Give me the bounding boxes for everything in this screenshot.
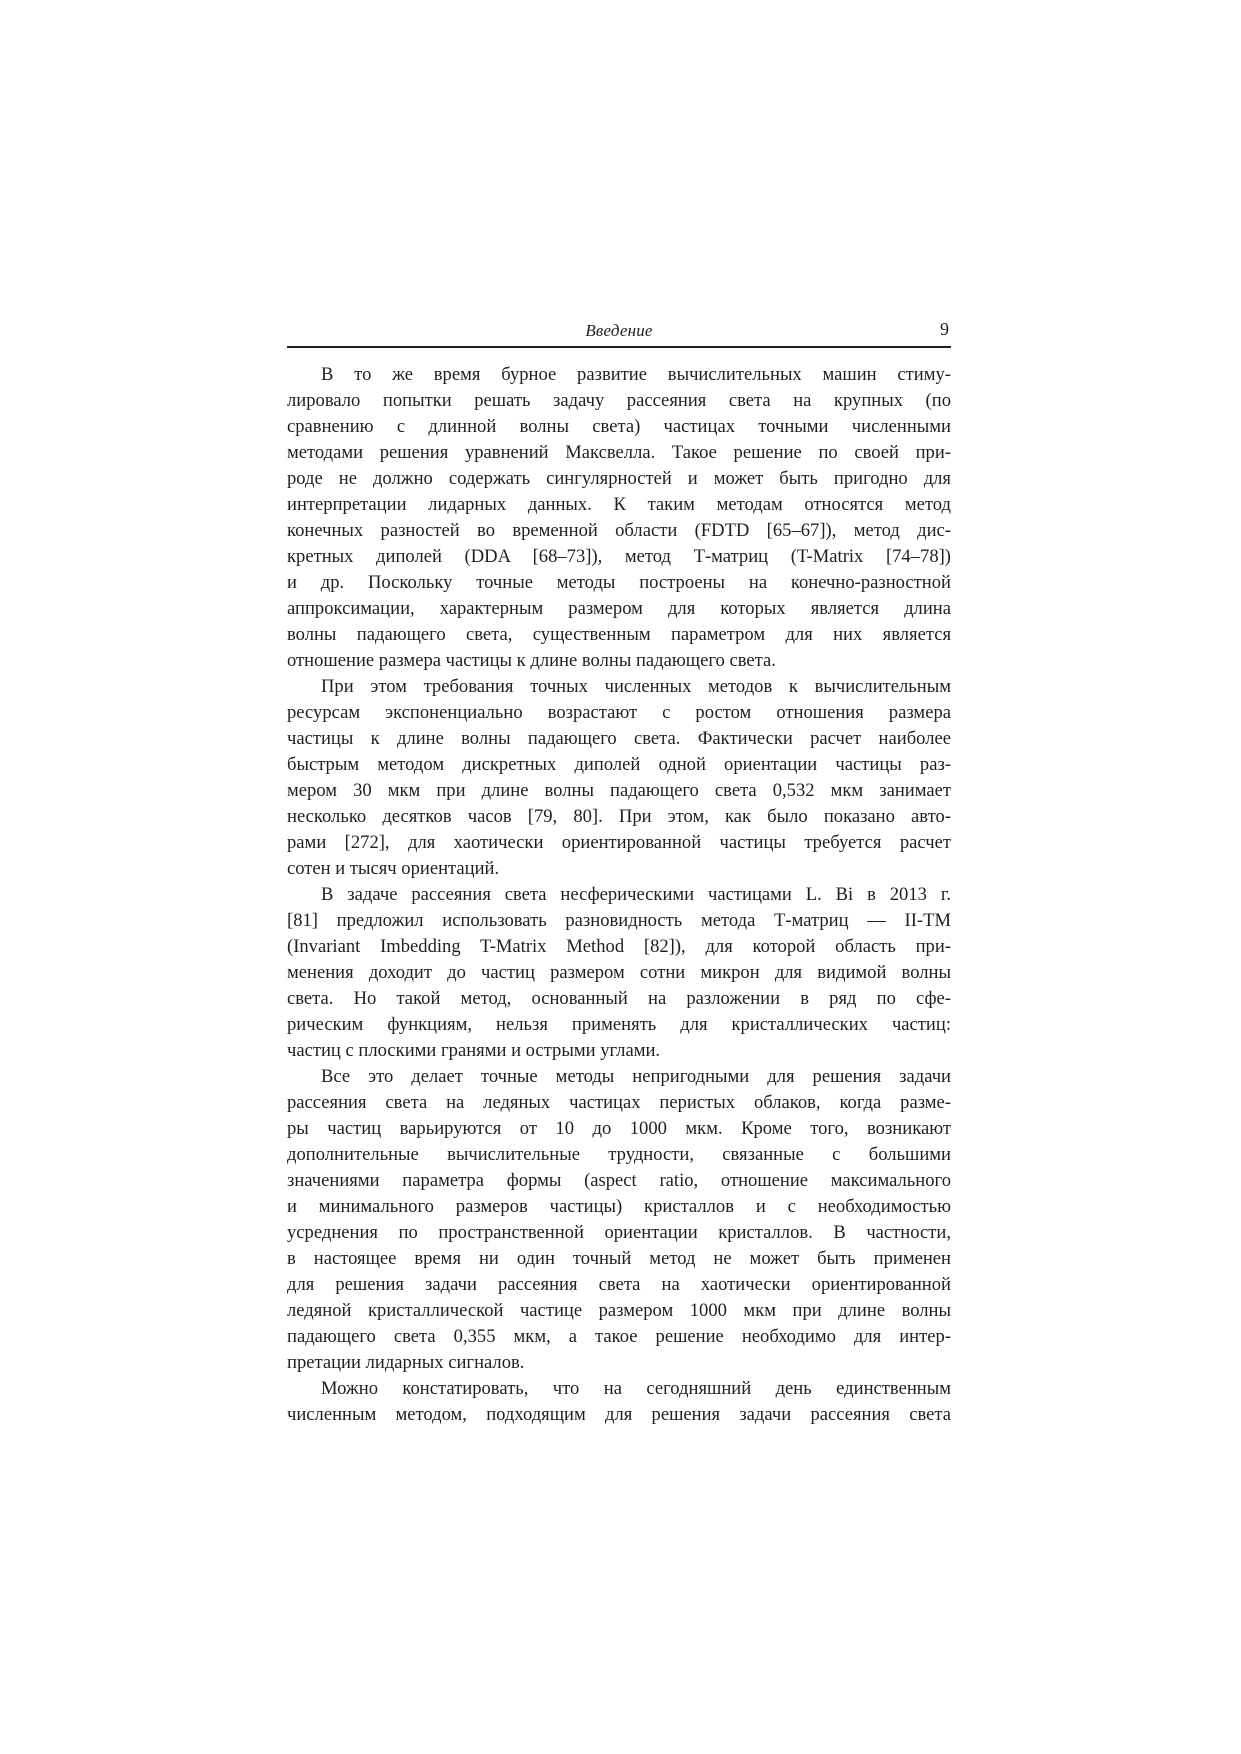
text-line: несколько десятков часов [79, 80]. При этом, как было показано авто- (287, 806, 951, 827)
text-line: лировало попытки решать задачу рассеяния света на крупных (по (287, 390, 951, 411)
text-line: кретных диполей (DDA [68–73]), метод Т-матриц (T-Matrix [74–78]) (287, 546, 951, 567)
text-line: падающего света 0,355 мкм, а такое решение необходимо для интер- (287, 1326, 951, 1347)
text-line: сравнению с длинной волны света) частицах точными численными (287, 416, 951, 437)
text-line: [81] предложил использовать разновидность метода Т-матриц — II-TM (287, 910, 951, 931)
text-line: и минимального размеров частицы) кристаллов и с необходимостью (287, 1196, 951, 1217)
paragraph (287, 882, 951, 1064)
text-line: сотен и тысяч ориентаций. (287, 858, 500, 879)
text-line: и др. Поскольку точные методы построены на конечно-разностной (287, 572, 951, 593)
text-line: методами решения уравнений Максвелла. Такое решение по своей при- (287, 442, 951, 463)
text-line: волны падающего света, существенным параметром для них является (287, 624, 951, 645)
text-line: ледяной кристаллической частице размером 1000 мкм при длине волны (287, 1300, 951, 1321)
text-line: При этом требования точных численных методов к вычислительным (321, 676, 951, 697)
text-line: менения доходит до частиц размером сотни микрон для видимой волны (287, 962, 951, 983)
text-line: усреднения по пространственной ориентации кристаллов. В частности, (287, 1222, 951, 1243)
text-line: Можно констатировать, что на сегодняшний день единственным (321, 1378, 951, 1399)
text-line: аппроксимации, характерным размером для которых является длина (287, 598, 951, 619)
running-header (287, 316, 951, 348)
text-line: ресурсам экспоненциально возрастают с ростом отношения размера (287, 702, 951, 723)
page-number: 9 (940, 319, 949, 339)
text-line: для решения задачи рассеяния света на хаотически ориентированной (287, 1274, 951, 1295)
text-line: быстрым методом дискретных диполей одной ориентации частицы раз- (287, 754, 951, 775)
text-line: претации лидарных сигналов. (287, 1352, 525, 1373)
text-line: В то же время бурное развитие вычислительных машин стиму- (321, 364, 951, 385)
text-line: света. Но такой метод, основанный на разложении в ряд по сфе- (287, 988, 951, 1009)
text-line: рическим функциям, нельзя применять для кристаллических частиц: (287, 1014, 951, 1035)
book-page (287, 316, 951, 1428)
text-line: ры частиц варьируются от 10 до 1000 мкм. Кроме того, возникают (287, 1118, 951, 1139)
text-line: мером 30 мкм при длине волны падающего света 0,532 мкм занимает (287, 780, 951, 801)
body-text (287, 362, 951, 1428)
text-line: интерпретации лидарных данных. К таким методам относятся метод (287, 494, 951, 515)
text-line: В задаче рассеяния света несферическими частицами L. Bi в 2013 г. (321, 884, 951, 905)
text-line: численным методом, подходящим для решения задачи рассеяния света (287, 1404, 951, 1425)
text-line: (Invariant Imbedding T-Matrix Method [82]), для которой область при- (287, 936, 951, 957)
text-line: в настоящее время ни один точный метод не может быть применен (287, 1248, 951, 1269)
text-line: рассеяния света на ледяных частицах перистых облаков, когда разме- (287, 1092, 951, 1113)
paragraph (287, 674, 951, 882)
paragraph (287, 1376, 951, 1428)
text-line: конечных разностей во временной области (FDTD [65–67]), метод дис- (287, 520, 951, 541)
text-line: отношение размера частицы к длине волны падающего света. (287, 650, 776, 671)
text-line: значениями параметра формы (aspect ratio, отношение максимального (287, 1170, 951, 1191)
paragraph (287, 362, 951, 674)
text-line: Все это делает точные методы непригодными для решения задачи (321, 1066, 951, 1087)
text-line: дополнительные вычислительные трудности, связанные с большими (287, 1144, 951, 1165)
text-line: частиц с плоскими гранями и острыми углами. (287, 1040, 661, 1061)
running-title: Введение (585, 321, 653, 340)
text-line: частицы к длине волны падающего света. Фактически расчет наиболее (287, 728, 951, 749)
text-line: рами [272], для хаотически ориентированной частицы требуется расчет (287, 832, 951, 853)
paragraph (287, 1064, 951, 1376)
text-line: роде не должно содержать сингулярностей и может быть пригодно для (287, 468, 951, 489)
